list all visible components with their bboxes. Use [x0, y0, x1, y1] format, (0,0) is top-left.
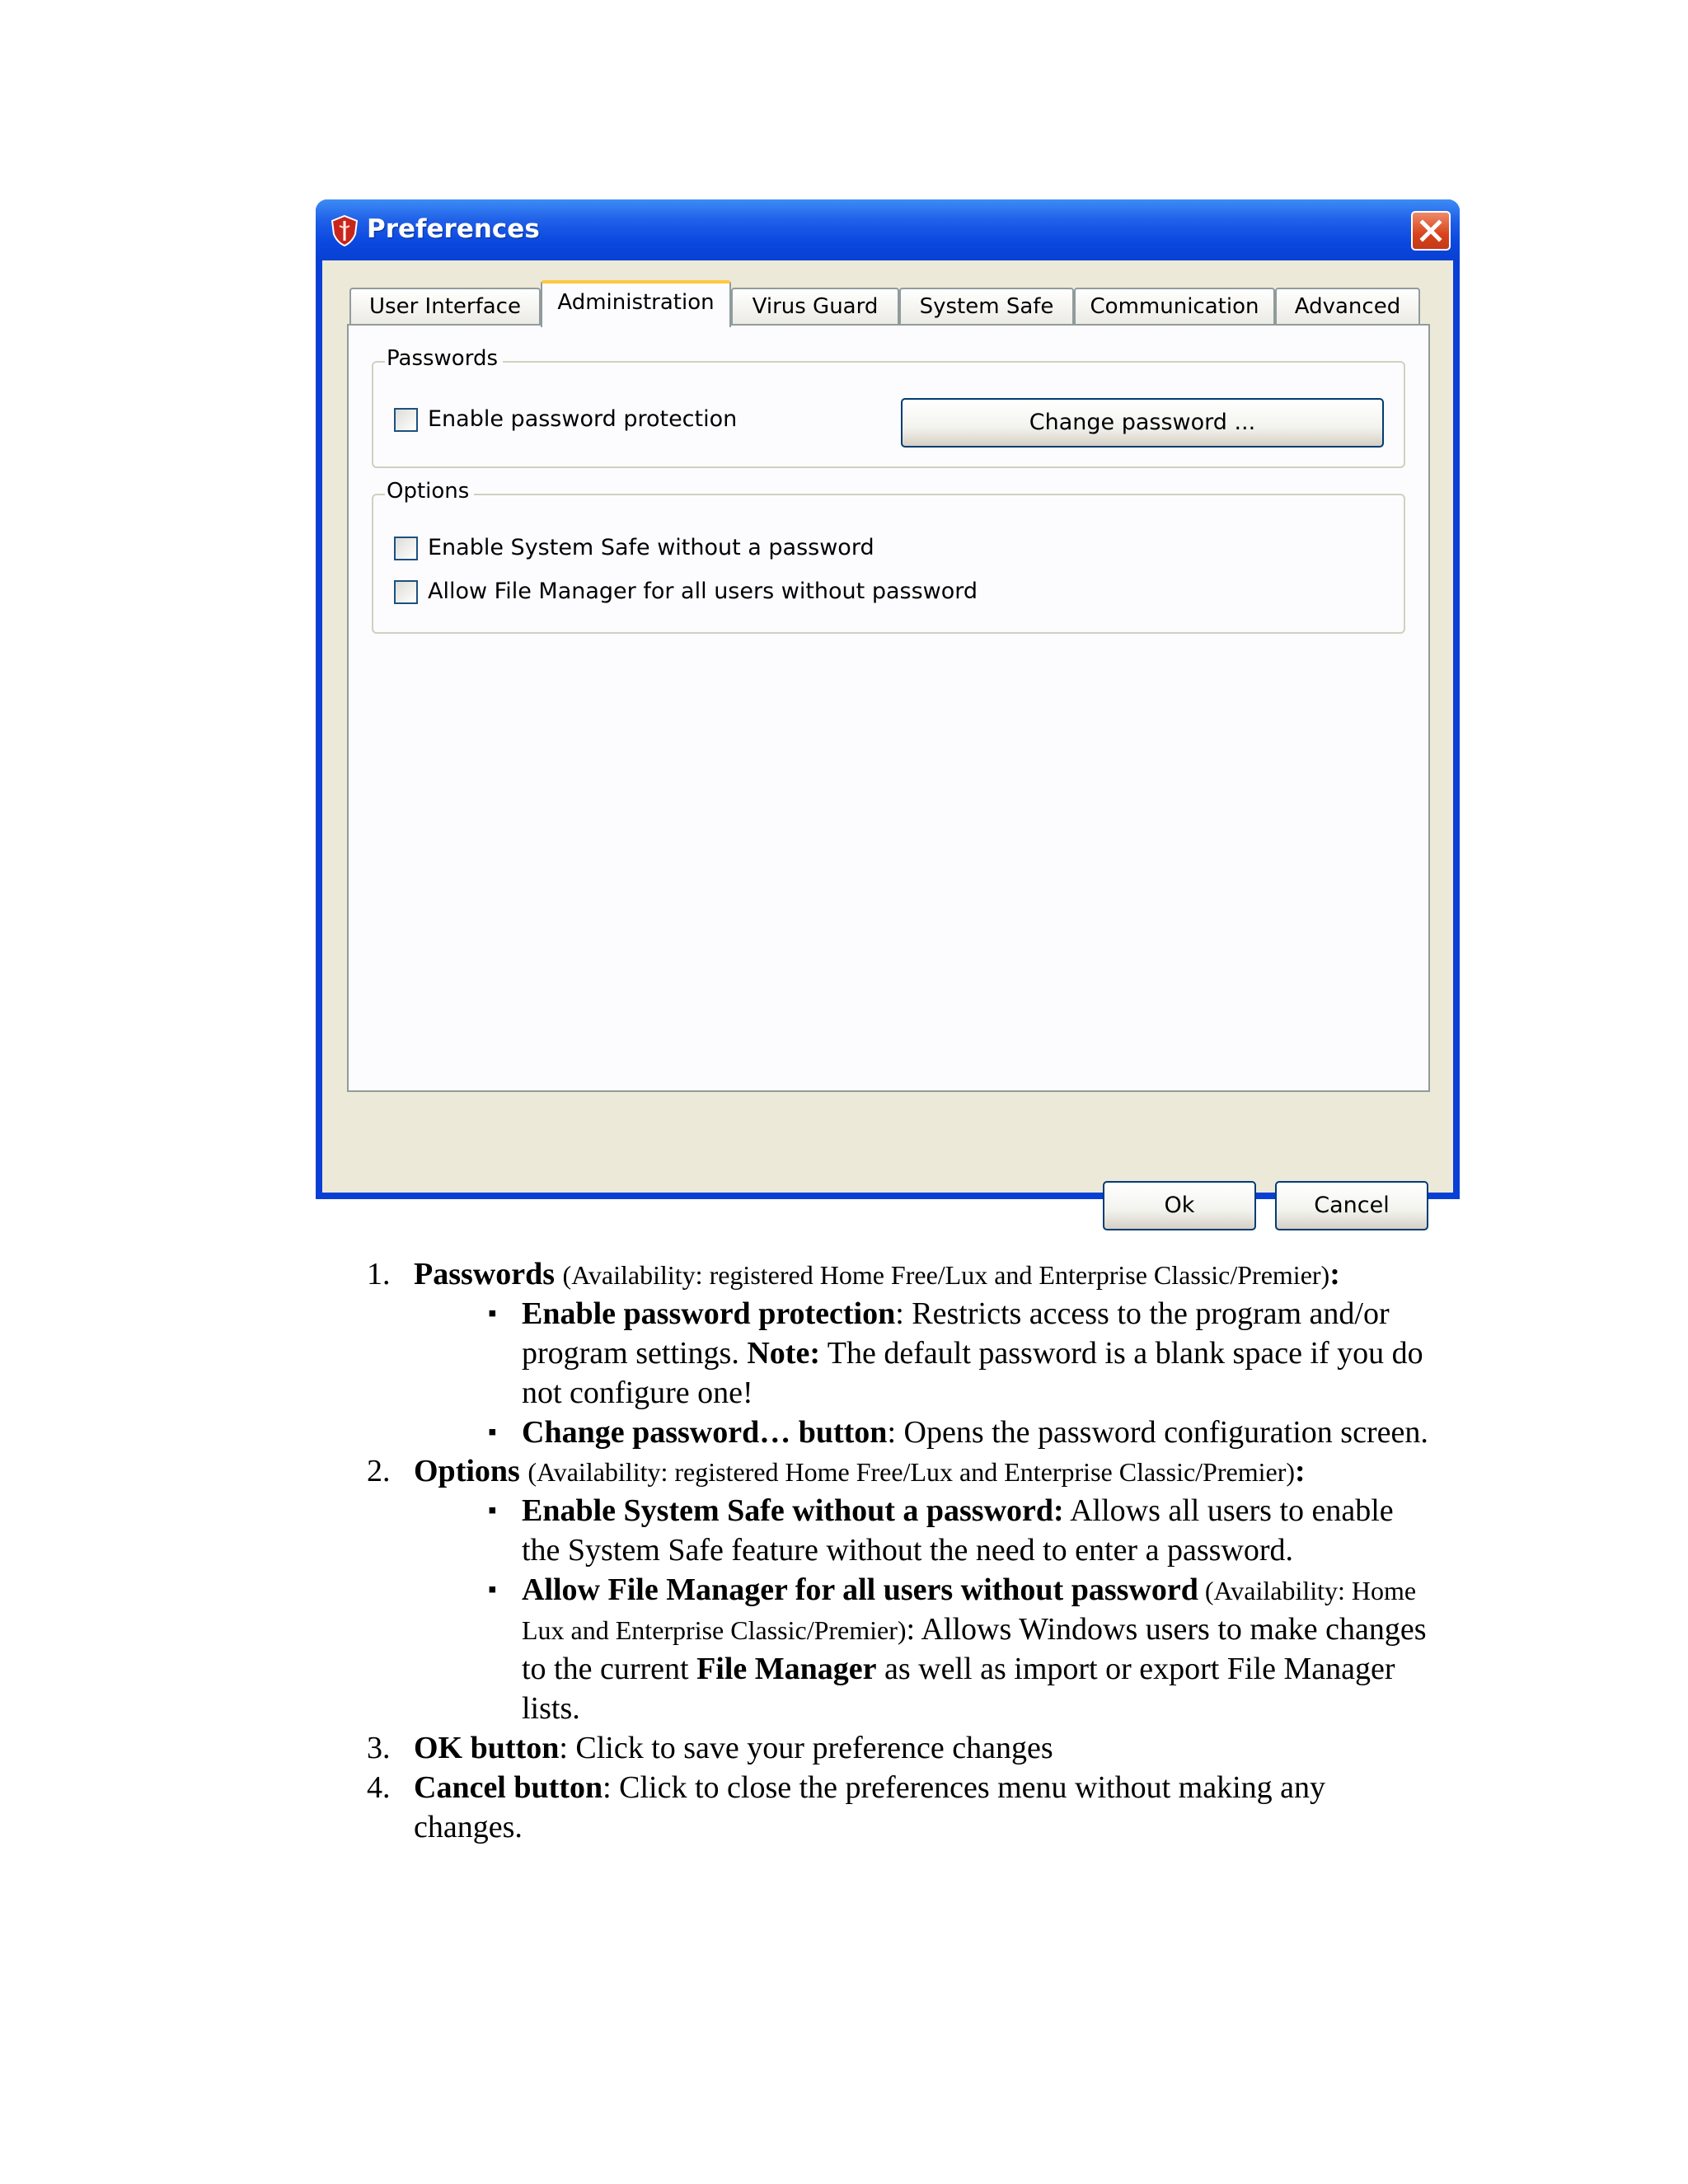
tab-communication[interactable]: Communication: [1074, 288, 1275, 324]
availability-text: (Availability: registered Home Free/Lux and Enterprise Classic/Premier): [528, 1457, 1295, 1487]
tab-administration[interactable]: Administration: [541, 280, 731, 327]
item-text: : Click to close the preferences menu without making any: [603, 1770, 1325, 1805]
close-x-icon: [1413, 213, 1449, 249]
passwords-group-label: Passwords: [385, 346, 503, 371]
sub-item-line: [522, 1333, 1423, 1373]
sub-item-text: Allows all users to enable: [1063, 1493, 1394, 1528]
list-number: 3.: [367, 1731, 391, 1765]
note-label: Note:: [747, 1336, 820, 1371]
options-group-label: Options: [385, 479, 474, 504]
sub-item-line: [522, 1610, 1427, 1650]
availability-text: Lux and Enterprise Classic/Premier): [522, 1615, 907, 1645]
item-colon: :: [1329, 1257, 1340, 1291]
tab-advanced[interactable]: Advanced: [1275, 288, 1420, 324]
list-item-cancel: [414, 1768, 1325, 1807]
bullet-icon: ▪: [488, 1300, 497, 1327]
enable-system-safe-label[interactable]: Enable System Safe without a password: [428, 535, 874, 560]
file-manager-term: File Manager: [696, 1652, 877, 1686]
sub-item-text: The default password is a blank space if you do: [819, 1336, 1423, 1371]
shield-icon: [330, 214, 359, 247]
sub-item-text: : Opens the password configuration screen.: [887, 1415, 1428, 1450]
options-group: [372, 479, 1405, 634]
passwords-group: [372, 346, 1405, 468]
tab-user-interface[interactable]: User Interface: [349, 288, 541, 324]
list-item-passwords: [414, 1254, 1340, 1295]
item-colon: :: [1295, 1454, 1306, 1488]
sub-item-line: the System Safe feature without the need to enter a password.: [522, 1533, 1293, 1568]
bullet-icon: ▪: [488, 1418, 497, 1446]
item-title: Cancel button: [414, 1770, 603, 1805]
item-title: Passwords: [414, 1257, 556, 1291]
item-text: : Click to save your preference changes: [559, 1731, 1053, 1765]
tab-virus-guard[interactable]: Virus Guard: [731, 288, 899, 324]
sub-item-line: [522, 1649, 1395, 1689]
sub-item-line: [522, 1570, 1416, 1610]
sub-item-text: to the current: [522, 1652, 697, 1686]
sub-item-text: : Restricts access to the program and/or: [895, 1296, 1390, 1331]
administration-panel: [347, 324, 1430, 1092]
list-item-ok: [414, 1728, 1053, 1768]
list-number: 1.: [367, 1257, 391, 1291]
sub-item-title: Change password… button: [522, 1415, 888, 1450]
preferences-window: [316, 199, 1460, 1218]
sub-item-line: [522, 1491, 1394, 1530]
bullet-icon: ▪: [488, 1576, 497, 1603]
availability-text: (Availability: Home: [1198, 1576, 1417, 1605]
availability-text: (Availability: registered Home Free/Lux and Enterprise Classic/Premier): [562, 1260, 1330, 1290]
sub-item-text: : Allows Windows users to make changes: [906, 1612, 1427, 1647]
title-bar[interactable]: [316, 199, 1460, 260]
window-title: Preferences: [367, 214, 540, 244]
enable-password-protection-label[interactable]: Enable password protection: [428, 406, 738, 432]
sub-item-title: Enable password protection: [522, 1296, 896, 1331]
enable-system-safe-checkbox[interactable]: [394, 537, 418, 560]
sub-item-title: Allow File Manager for all users without password: [522, 1572, 1198, 1607]
cancel-button[interactable]: Cancel: [1275, 1181, 1428, 1230]
item-title: Options: [414, 1454, 520, 1488]
allow-file-manager-checkbox[interactable]: [394, 580, 418, 604]
bullet-icon: ▪: [488, 1497, 497, 1524]
sub-item-text: as well as import or export File Manager: [876, 1652, 1395, 1686]
list-number: 4.: [367, 1770, 391, 1805]
dialog-client-area: [322, 260, 1453, 1218]
ok-button[interactable]: Ok: [1103, 1181, 1256, 1230]
allow-file-manager-label[interactable]: Allow File Manager for all users without password: [428, 579, 978, 604]
sub-item-line: lists.: [522, 1691, 580, 1726]
list-item-options: [414, 1451, 1306, 1492]
list-number: 2.: [367, 1454, 391, 1488]
enable-password-protection-checkbox[interactable]: [394, 408, 418, 432]
sub-item-line: [522, 1294, 1390, 1333]
item-text-line: changes.: [414, 1810, 523, 1844]
sub-item-line: [522, 1413, 1428, 1452]
close-button[interactable]: [1411, 211, 1451, 251]
item-title: OK button: [414, 1731, 560, 1765]
tab-system-safe[interactable]: System Safe: [899, 288, 1074, 324]
change-password-button[interactable]: Change password ...: [901, 398, 1384, 448]
sub-item-line: not configure one!: [522, 1376, 753, 1410]
sub-item-title: Enable System Safe without a password:: [522, 1493, 1064, 1528]
sub-item-text: program settings.: [522, 1336, 748, 1371]
